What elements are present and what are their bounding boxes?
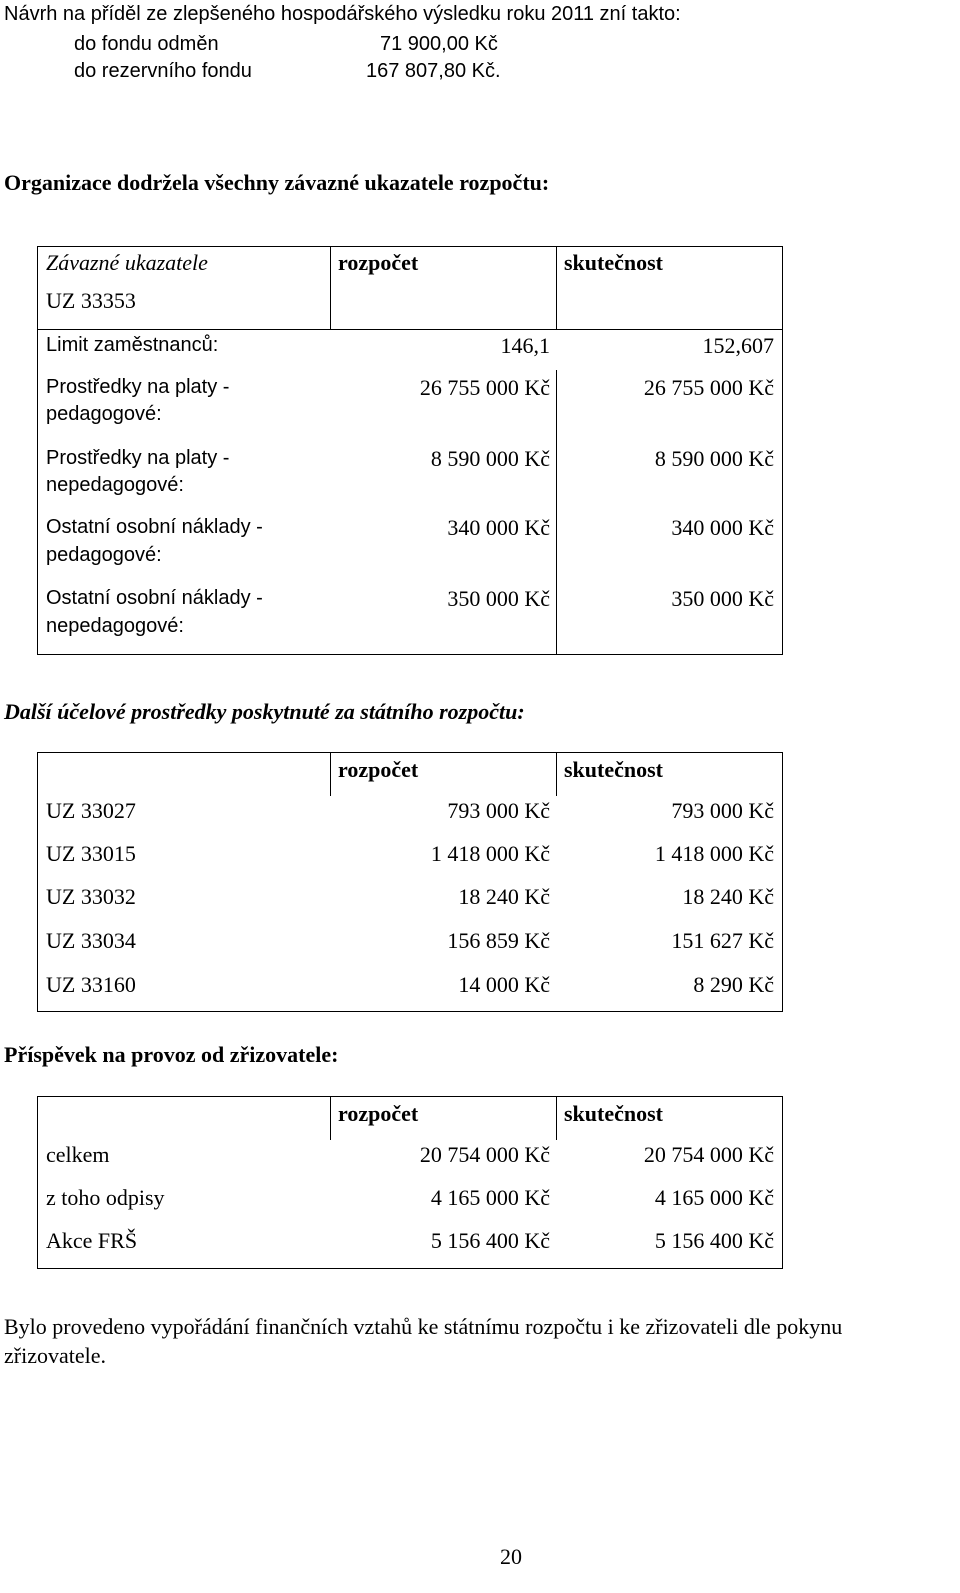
contribution-budget: 4 165 000 Kč [430,1185,550,1210]
table1-col-budget: rozpočet [338,250,419,275]
row-budget: 350 000 Kč [447,586,550,611]
uz-budget: 793 000 Kč [447,798,550,823]
row-label: Prostředky na platy - [46,447,230,469]
contribution-label: z toho odpisy [46,1185,165,1210]
fund-odmen-value: 71 900,00 Kč [380,33,498,55]
row-label: Ostatní osobní náklady - [46,516,263,538]
contribution-budget: 20 754 000 Kč [419,1142,550,1167]
table1-header-code: UZ 33353 [46,288,136,313]
uz-label: UZ 33015 [46,841,136,866]
fund-odmen-label: do fondu odměn [74,33,219,55]
uz-actual: 151 627 Kč [671,928,774,953]
table3-col-actual: skutečnost [564,1101,664,1126]
uz-label: UZ 33027 [46,798,136,823]
limit-budget: 146,1 [500,333,550,358]
row-actual: 340 000 Kč [671,515,774,540]
row-label: Ostatní osobní náklady - [46,587,263,609]
uz-budget: 14 000 Kč [458,972,550,997]
row-label: pedagogové: [46,403,162,425]
row-label: Prostředky na platy - [46,376,230,398]
uz-actual: 793 000 Kč [671,798,774,823]
contribution-label: celkem [46,1142,110,1167]
fund-rezerva-value: 167 807,80 Kč. [366,60,501,82]
uz-budget: 18 240 Kč [458,884,550,909]
closing-line: Bylo provedeno vypořádání finančních vztahů ke státnímu rozpočtu i ke zřizovateli dle pokynu [4,1314,843,1339]
row-actual: 8 590 000 Kč [654,446,774,471]
uz-label: UZ 33034 [46,928,136,953]
contribution-actual: 4 165 000 Kč [654,1185,774,1210]
limit-actual: 152,607 [702,333,774,358]
contribution-label: Akce FRŠ [46,1228,138,1253]
table1-header-label: Závazné ukazatele [46,250,208,275]
intro-line: Návrh na příděl ze zlepšeného hospodářského výsledku roku 2011 zní takto: [4,3,681,25]
row-label: nepedagogové: [46,615,184,637]
uz-actual: 8 290 Kč [693,972,774,997]
uz-actual: 18 240 Kč [682,884,774,909]
row-budget: 340 000 Kč [447,515,550,540]
row-budget: 26 755 000 Kč [419,375,550,400]
row-label: pedagogové: [46,544,162,566]
table2-col-actual: skutečnost [564,757,664,782]
page-number: 20 [500,1544,522,1569]
table1-col-actual: skutečnost [564,250,664,275]
table2-col-budget: rozpočet [338,757,419,782]
row-label: nepedagogové: [46,474,184,496]
uz-label: UZ 33160 [46,972,136,997]
section1-heading: Organizace dodržela všechny závazné ukazatele rozpočtu: [4,170,550,195]
row-budget: 8 590 000 Kč [430,446,550,471]
section2-heading: Další účelové prostředky poskytnuté za státního rozpočtu: [4,699,525,724]
uz-budget: 1 418 000 Kč [430,841,550,866]
section3-heading: Příspěvek na provoz od zřizovatele: [4,1042,339,1067]
row-actual: 350 000 Kč [671,586,774,611]
row-actual: 26 755 000 Kč [643,375,774,400]
contribution-budget: 5 156 400 Kč [430,1228,550,1253]
table3-col-budget: rozpočet [338,1101,419,1126]
contribution-actual: 20 754 000 Kč [643,1142,774,1167]
uz-budget: 156 859 Kč [447,928,550,953]
fund-rezerva-label: do rezervního fondu [74,60,252,82]
limit-label: Limit zaměstnanců: [46,334,219,356]
contribution-actual: 5 156 400 Kč [654,1228,774,1253]
uz-label: UZ 33032 [46,884,136,909]
closing-line: zřizovatele. [4,1343,106,1368]
uz-actual: 1 418 000 Kč [654,841,774,866]
